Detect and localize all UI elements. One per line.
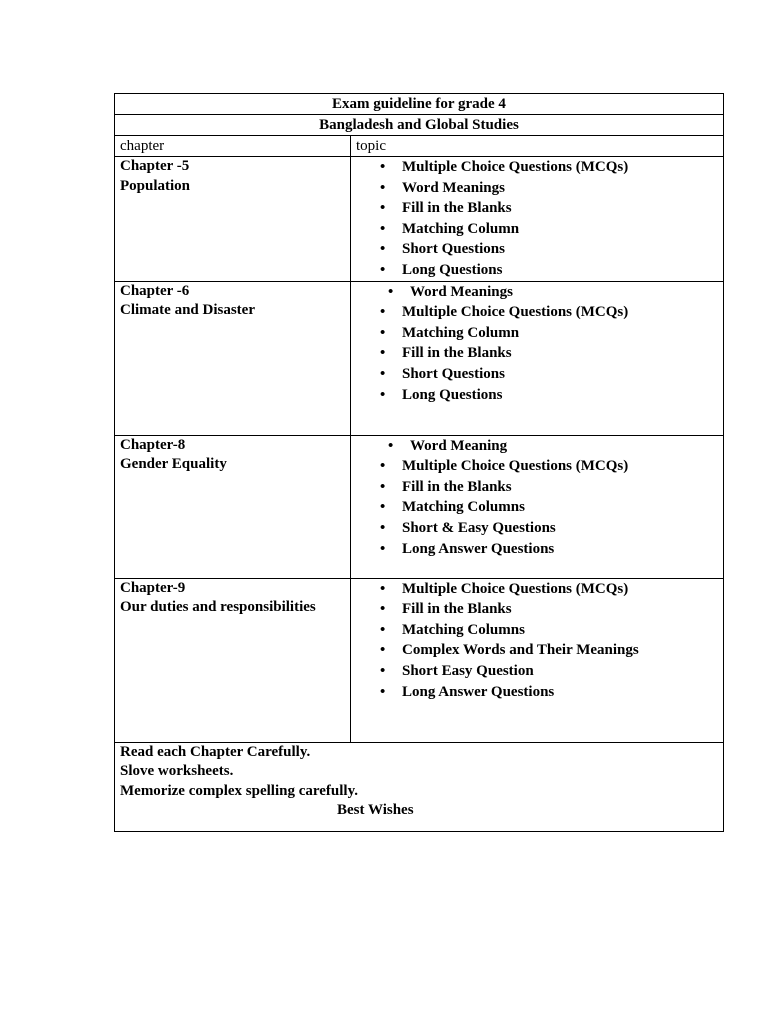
list-item: • Long Answer Questions [356,539,718,560]
topic-cell [351,281,724,435]
list-item: • Word Meaning [356,436,718,457]
list-item: • Long Answer Questions [356,682,718,703]
list-item: • Matching Column [356,219,718,240]
topic-list [356,282,718,406]
list-item: • Short & Easy Questions [356,518,718,539]
list-item: • Multiple Choice Questions (MCQs) [356,302,718,323]
chapter-number: Chapter -6 [120,282,190,299]
table-row [115,578,724,742]
topic-cell [351,578,724,742]
list-item: • Fill in the Blanks [356,477,718,498]
list-item: • Matching Columns [356,620,718,641]
chapter-number: Chapter-8 [120,436,186,453]
list-item: • Complex Words and Their Meanings [356,640,718,661]
table-row [115,157,724,282]
notes-row [115,742,724,831]
chapter-cell [115,435,351,578]
list-item: • Matching Columns [356,497,718,518]
list-item: • Matching Column [356,323,718,344]
chapter-number: Chapter-9 [120,579,186,596]
list-item: • Word Meanings [356,178,718,199]
chapter-cell [115,281,351,435]
chapter-name: Our duties and responsibilities [120,599,316,616]
list-item: • Multiple Choice Questions (MCQs) [356,157,718,178]
note-line: Slove worksheets. [120,763,234,780]
chapter-name: Population [120,177,191,194]
topic-cell [351,157,724,282]
list-item: • Fill in the Blanks [356,343,718,364]
list-item: • Fill in the Blanks [356,599,718,620]
list-item: • Short Questions [356,239,718,260]
list-item: • Long Questions [356,385,718,406]
note-line: Read each Chapter Carefully. [120,743,311,760]
list-item: • Word Meanings [356,282,718,303]
topic-cell [351,435,724,578]
list-item: • Short Questions [356,364,718,385]
chapter-number: Chapter -5 [120,158,190,174]
topic-list [356,436,718,560]
list-item: • Multiple Choice Questions (MCQs) [356,579,718,600]
list-item: • Short Easy Question [356,661,718,682]
column-header-chapter: chapter [115,136,351,157]
list-item: • Long Questions [356,260,718,281]
subject-title: Bangladesh and Global Studies [115,115,724,136]
notes-cell [115,742,724,831]
table-row [115,281,724,435]
topic-list [356,157,718,281]
chapter-name: Climate and Disaster [120,302,255,319]
chapter-cell [115,157,351,282]
list-item: • Multiple Choice Questions (MCQs) [356,456,718,477]
closing-text: Best Wishes [337,802,414,819]
note-line: Memorize complex spelling carefully. [120,782,359,799]
exam-guideline-table [114,93,724,832]
table-row [115,435,724,578]
list-item: • Fill in the Blanks [356,198,718,219]
chapter-cell [115,578,351,742]
document-title: Exam guideline for grade 4 [115,94,724,115]
column-header-topic: topic [351,136,724,157]
topic-list [356,579,718,703]
chapter-name: Gender Equality [120,456,227,473]
